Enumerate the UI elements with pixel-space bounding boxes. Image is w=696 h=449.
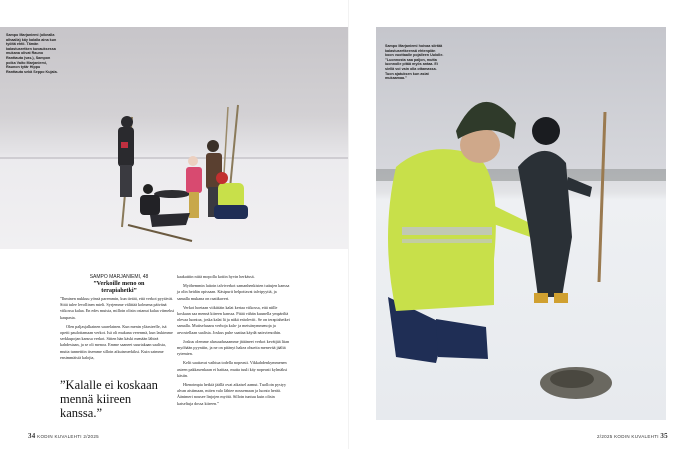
page-number-right: 35 (660, 432, 668, 440)
body-column-2 (177, 274, 290, 410)
left-folio (28, 432, 99, 440)
right-photo-caption: Sampo Marjaniemi hoivaa siirtää kalastusretkeensä ehtenpiän koon vuottaalle pojalleen Uulolle. ”Luonnosta saa paljon, mutta luonnolle pitää myös antaa. Ei siellä voi vain olla ottamassa. Tuon ajatuksen kun asiat mukaamaa.” (385, 44, 444, 81)
body-paragraph: Olen paljasjalkainen saarelainen. Kun menin yläasteelle, isä opetti paulottamaan verkot. Isä oli mukana verenmä, kun laskimme serkkupojan kanssa verkot. Sitten hän käski menään lähteä kahdestaan, ja se oli menoa. Emme saaneet suurtakaan saalista, mutta tunnettiin itsemme silloin aikuismerkiksi. Kuin saimme ensimmäisiä kalojia, (60, 323, 173, 360)
body-paragraph: Verkot hoetaan viikittäin kalat kertaa viikossa, että niille koskaan saa mennä kiireen kanssa. Pitää vähän kuunella ympäriltä olevaa luontoa, joska kalat lä ja näkä eräoleviit. Se on terapiahetkei samalla. Mutisefaaaru verhoja kala- ja metsänymmenoja ja arvostellaan saalista. Joskus puhe saattaa käydä naisvienoihin. (177, 304, 290, 335)
article-subhead: ”Verkoille meno on terapiahetki” (93, 280, 145, 294)
right-folio (597, 432, 668, 440)
body-paragraph: ”Ihminen nukkuu yönsä paremmin, kun tietää, että verkot pyytävät. Siitä tulee levollinen mieli. Syrjemme välittää kolmena päivänä viikossa kalaa. En edes muista, milloin olisin ostanut kalaa viimeksi kaupasta. (60, 296, 175, 320)
left-photo-ice-fishing-group (0, 27, 348, 249)
body-paragraph: kaakattiin niitä mopolla kotiin hyvin herkässä. (177, 274, 255, 279)
father-son-illustration (376, 27, 666, 420)
folio-text-left: KODIN KUVALEHTI 2/2025 (37, 434, 99, 439)
body-paragraph: Myöhemmin laitoin talviverkot samanhenkisten tuttujen kanssa ja olin heidän opissaan. Käsipurit helpottavat talvipyytiä, ja samalla mukana on raatikaveri. (177, 283, 290, 301)
left-photo-caption: Sampo Marjaniemi (oikealla alhaalla) käy kalalla aina kun työltä ehtii. Tämän kalastusretken kuvauksessa mukana olivat Rauno Ranttauta (vas.), Sampon poika Vaito Marjaniemi, Raunon tytär Hippu Ranttauta sekä Seppo Kujala. (6, 33, 58, 74)
body-column-1 (60, 296, 175, 364)
folio-text-right: 2/2025 KODIN KUVALEHTI (597, 434, 659, 439)
article-kicker: SAMPO MARJANIEMI, 48 (89, 274, 149, 280)
body-paragraph: Joskus olemme alusuudusaamme jättäneet verkot kevätjää liian myöhään pyyntiin, ja ne on pitänyt hakea ohueita menevää jäältä rytemien. (177, 338, 290, 357)
body-paragraph: Hienoimpia hetkiä jäällä ovat aikaisel aamut. Tuolloin pystyy alvan aistimaan, miten valo lähtee nousemaan ja luonto herää. Äänimeri nousee linjojen myötä. Silloin tuntuu kuin olisin katseltuja dossa kiireen.” (177, 382, 287, 406)
right-photo-father-son (376, 27, 666, 420)
body-paragraph: Kelit saattavat vaihtua todella nopeasti. Vikkahdenkymmenen asteen pakkasenkaan ei haittaa, mutta tuuli käy nopeasti kylmäksi käsiin. (177, 360, 288, 378)
page-number-left: 34 (28, 432, 36, 440)
pull-quote: ”Kalalle ei koskaan mennä kiireen kanssa.” (60, 378, 158, 420)
spread-gutter (348, 0, 349, 449)
